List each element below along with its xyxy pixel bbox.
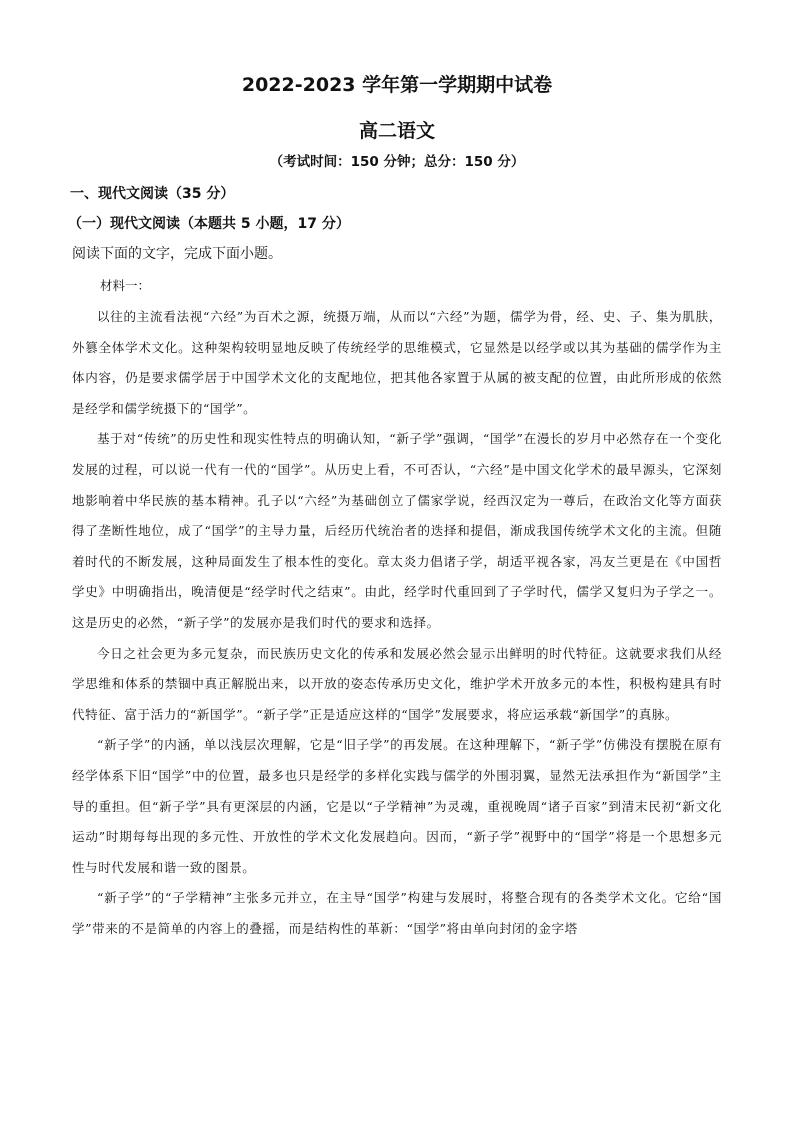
paragraph-3: 今日之社会更为多元复杂，而民族历史文化的传承和发展必然会显示出鲜明的时代特征。这就要求我们从经学思维和体系的禁锢中真正解脱出来，以开放的姿态传承历史文化，维护学术开放多元的本性，积极构建具有时代特征、富于活力的“新国学”。“新子学”正是适应这样的“国学”发展要求，将应运承载“新国学”的真脉。 [72,645,722,722]
paragraph-1: 以往的主流看法视“六经”为百术之源，统摄万端，从而以“六经”为题，儒学为骨，经、史、子、集为肌肤，外篡全体学术文化。这种架构较明显地反映了传统经学的思维模式，它显然是以经学或以其为基础的儒学作为主体内容，仍是要求儒学居于中国学术文化的支配地位，把其他各家置于从属的被支配的位置，由此所形成的依然是经学和儒学统摄下的“国学”。 [72,309,722,416]
exam-info: （考试时间：150 分钟；总分：150 分） [269,154,525,170]
material-label: 材料一： [100,278,151,293]
reading-passage [72,302,722,944]
paragraph-5: “新子学”的“子学精神”主张多元并立，在主导“国学”构建与发展时，将整合现有的各类学术文化。它给“国学”带来的不是简单的内容上的叠摇，而是结构性的革新：“国学”将由单向封闭的金字塔 [72,890,722,936]
subsection-heading: （一）现代文阅读（本题共 5 小题，17 分） [68,216,350,232]
subject-title: 高二语文 [358,120,435,142]
section-heading: 一、现代文阅读（35 分） [70,186,235,202]
paragraph-4: “新子学”的内涵，单以浅层次理解，它是“旧子学”的再发展。在这种理解下，“新子学”仿佛没有摆脱在原有经学体系下旧“国学”中的位置，最多也只是经学的多样化实践与儒学的外围羽翼，显然无法承担作为“新国学”主导的重担。但“新子学”具有更深层的内涵，它是以“子学精神”为灵魂，重视晚周“诸子百家”到清末民初“新文化运动”时期每每出现的多元性、开放性的学术文化发展趋向。因而，“新子学”视野中的“国学”将是一个思想多元性与时代发展和谐一致的图景。 [72,737,722,875]
reading-instruction: 阅读下面的文字，完成下面小题。 [72,246,282,262]
exam-title: 2022-2023 学年第一学期期中试卷 [241,74,553,96]
paragraph-2: 基于对“传统”的历史性和现实性特点的明确认知，“新子学”强调，“国学”在漫长的岁月中必然存在一个变化发展的过程，可以说一代有一代的“国学”。从历史上看，不可否认，“六经”是中国文化学术的最早源头，它深刻地影响着中华民族的基本精神。孔子以“六经”为基础创立了儒家学说，经西汉定为一尊后，在政治文化等方面获得了垄断性地位，成了“国学”的主导力量，后经历代统治者的迭择和提倡，渐成我国传统学术文化的主流。但随着时代的不断发展，这种局面发生了根本性的变化。章太炎力倡诸子学，胡适平视各家，冯友兰更是在《中国哲学史》中明确指出，晚清便是“经学时代之结束”。由此，经学时代重回到了子学时代，儒学又复归为子学之一。这是历史的必然，“新子学”的发展亦是我们时代的要求和选择。 [72,431,722,630]
